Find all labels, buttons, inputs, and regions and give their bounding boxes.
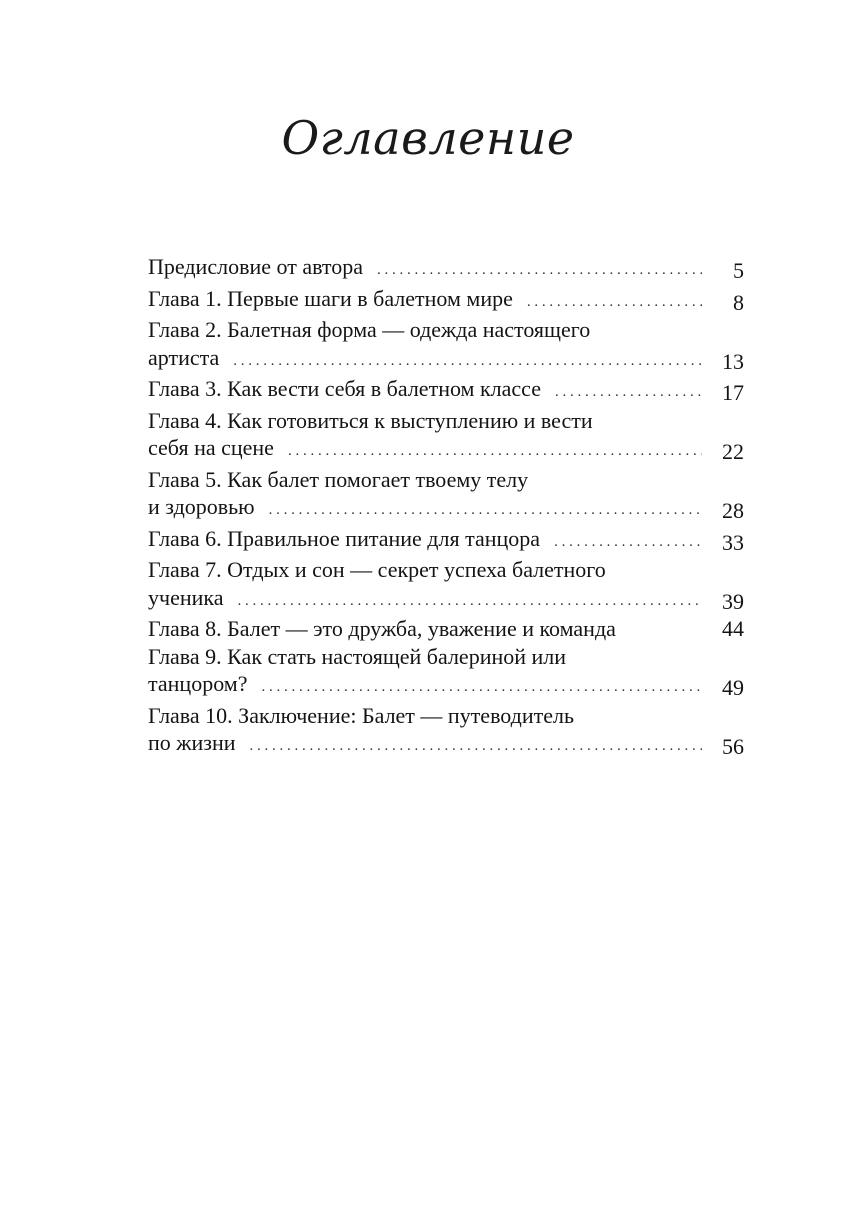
toc-entry[interactable] (148, 615, 744, 643)
toc-page-number: 39 (722, 588, 744, 614)
toc-entry[interactable] (148, 316, 744, 375)
toc-entry[interactable] (148, 466, 744, 525)
toc-entry[interactable] (148, 375, 744, 407)
toc-entry-last-line (148, 344, 744, 376)
toc-entry-last-line (148, 670, 744, 702)
dot-leader (269, 497, 702, 525)
toc-entry-last-line (148, 493, 744, 525)
dot-leader (261, 674, 702, 702)
toc-entry-title-line: Глава 7. Отдых и сон — секрет успеха балетного (148, 557, 606, 582)
toc-entry[interactable] (148, 285, 744, 317)
toc-entry-title-line: Глава 9. Как стать настоящей балериной или (148, 643, 567, 669)
toc-page-number: 28 (722, 498, 744, 523)
toc-entry[interactable] (148, 407, 744, 466)
toc-entry-title-line: Предисловие от автора (148, 254, 364, 279)
toc-entry-last-line (148, 434, 744, 466)
dot-leader (554, 529, 702, 557)
toc-entry-last-line (148, 375, 744, 407)
toc-page-number: 17 (722, 380, 744, 405)
toc-page-number: 8 (733, 289, 744, 315)
dot-leader (555, 379, 702, 407)
toc-entry-title-line: Глава 4. Как готовиться к выступлению и вести (148, 407, 593, 433)
toc-page-number: 5 (733, 258, 744, 283)
dot-leader (527, 289, 702, 317)
toc-page-number: 13 (722, 348, 744, 374)
toc-entry-title-line: Глава 8. Балет — это дружба, уважение и команда (148, 616, 616, 641)
toc-entry-last-line (148, 525, 744, 557)
toc-entry-title-line: ученика (148, 584, 224, 610)
toc-page-number: 44 (722, 616, 744, 641)
toc-entry-title-line: и здоровью (148, 494, 255, 519)
toc-entry-title-line: Глава 5. Как балет помогает твоему телу (148, 466, 529, 492)
toc-entry-last-line (148, 615, 744, 643)
toc-entry-title-line: Глава 2. Балетная форма — одежда настоящего (148, 317, 591, 342)
toc-entry-last-line (148, 253, 744, 285)
toc-page-number: 33 (722, 529, 744, 555)
dot-leader (249, 733, 702, 761)
toc-entry-title-line: Глава 3. Как вести себя в балетном классе (148, 376, 541, 401)
dot-leader (233, 348, 702, 376)
dot-leader (377, 257, 702, 285)
toc-page-number: 56 (722, 734, 744, 759)
dot-leader (288, 438, 702, 466)
dot-leader (238, 588, 703, 616)
toc-entry-last-line (148, 285, 744, 317)
toc-entry[interactable] (148, 702, 744, 761)
toc-entry-title-line: артиста (148, 344, 220, 370)
toc-entry-title-line: танцором? (148, 671, 248, 696)
toc-entry[interactable] (148, 253, 744, 285)
toc-page-number: 22 (722, 439, 744, 464)
toc-entry-title-line: Глава 6. Правильное питание для танцора (148, 525, 541, 551)
toc-entry-last-line (148, 729, 744, 761)
toc-entry-last-line (148, 584, 744, 616)
toc-entry-title-line: Глава 10. Заключение: Балет — путеводитель (148, 702, 575, 728)
toc-entry[interactable] (148, 643, 744, 702)
toc-entry[interactable] (148, 556, 744, 615)
table-of-contents (148, 253, 744, 761)
page-title: Оглавление (281, 111, 575, 165)
toc-entry[interactable] (148, 525, 744, 557)
toc-page-number: 49 (722, 675, 744, 700)
toc-entry-title-line: по жизни (148, 730, 236, 755)
toc-entry-title-line: себя на сцене (148, 435, 274, 460)
toc-entry-title-line: Глава 1. Первые шаги в балетном мире (148, 285, 513, 311)
